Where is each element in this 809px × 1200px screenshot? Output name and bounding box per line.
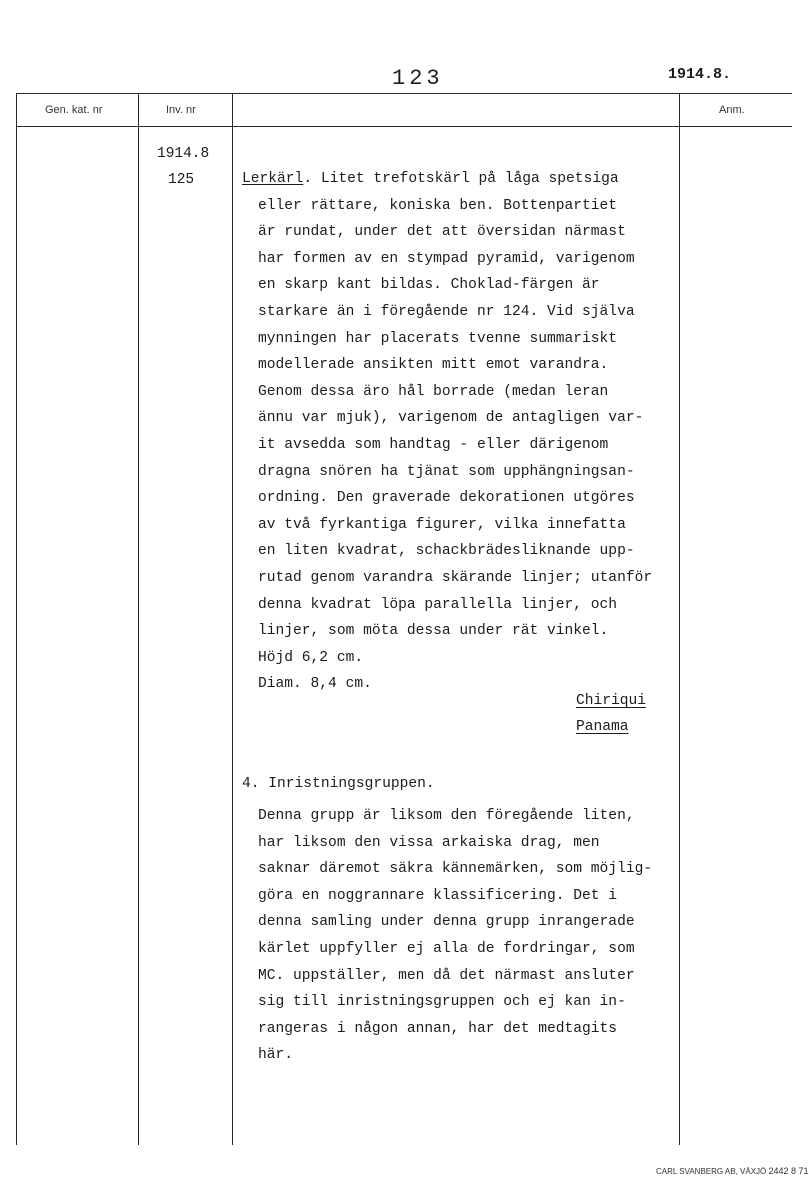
entry-title-word: Lerkärl: [242, 171, 304, 187]
section-heading: 4. Inristningsgruppen.: [242, 776, 435, 792]
left-border: [16, 93, 17, 1145]
entry-line: har formen av en stympad pyramid, varigenom: [258, 250, 635, 267]
section-line: MC. uppställer, men då det närmast ansluter: [258, 967, 635, 984]
inv-column-divider: [232, 93, 233, 1145]
entry-inv-number: 125: [168, 172, 195, 188]
gen-kat-column-divider: [138, 93, 139, 1145]
column-header-inv-nr: Inv. nr: [166, 104, 196, 116]
entry-line: en liten kvadrat, schackbrädesliknande upp-: [258, 543, 635, 560]
entry-line: it avsedda som handtag - eller därigenom: [258, 437, 609, 453]
entry-line: ännu var mjuk), varigenom de antagligen var-: [258, 410, 644, 427]
entry-line: mynningen har placerats tvenne summariskt: [258, 330, 618, 347]
section-line: rangeras i någon annan, har det medtagits: [258, 1020, 618, 1037]
page-number: 123: [392, 66, 444, 91]
entry-line: en skarp kant bildas. Choklad-färgen är: [258, 277, 600, 294]
section-line: här.: [258, 1047, 294, 1064]
printer-footer: [656, 1166, 809, 1176]
entry-accession: 1914.8: [157, 146, 210, 162]
entry-line: av två fyrkantiga figurer, vilka innefatta: [258, 516, 626, 533]
section-line: denna samling under denna grupp inrangerade: [258, 914, 635, 931]
entry-line: rutad genom varandra skärande linjer; utanför: [258, 570, 653, 586]
printer-name: CARL SVANBERG AB, VÄXJÖ: [656, 1167, 767, 1176]
entry-line: starkare än i föregående nr 124. Vid själva: [258, 304, 635, 320]
entry-line: eller rättare, koniska ben. Bottenpartiet: [258, 197, 618, 214]
column-header-gen-kat-nr: Gen. kat. nr: [45, 104, 103, 116]
section-line: sig till inristningsgruppen och ej kan in-: [258, 994, 626, 1011]
section-line: har liksom den vissa arkaiska drag, men: [258, 834, 600, 851]
section-line: kärlet uppfyller ej alla de fordringar, som: [258, 941, 635, 957]
entry-line: Diam. 8,4 cm.: [258, 676, 372, 693]
section-line: göra en noggrannare klassificering. Det i: [258, 887, 618, 904]
entry-place: Chiriqui: [576, 693, 647, 709]
entry-first-line-rest: . Litet trefotskärl på låga spetsiga: [303, 171, 619, 187]
entry-line: Genom dessa äro hål borrade (medan leran: [258, 383, 609, 400]
section-line: saknar däremot säkra kännemärken, som möjlig-: [258, 861, 653, 878]
entry-line: denna kvadrat löpa parallella linjer, och: [258, 596, 618, 613]
entry-line: är rundat, under det att översidan närmast: [258, 224, 626, 241]
accession-number-header: 1914.8.: [668, 66, 732, 83]
entry-first-line: [242, 166, 619, 193]
anm-column-divider: [679, 93, 680, 1145]
entry-line: ordning. Den graverade dekorationen utgöres: [258, 490, 635, 507]
entry-line: linjer, som möta dessa under rät vinkel.: [258, 623, 609, 640]
header-top-rule: [16, 93, 792, 94]
entry-line: modellerade ansikten mitt emot varandra.: [258, 357, 609, 374]
section-line: Denna grupp är liksom den föregående liten,: [258, 808, 635, 824]
header-bottom-rule: [16, 126, 792, 127]
column-header-anm: Anm.: [719, 104, 745, 116]
entry-country: Panama: [576, 719, 629, 735]
entry-line: dragna snören ha tjänat som upphängningsan-: [258, 463, 635, 480]
entry-line: Höjd 6,2 cm.: [258, 649, 364, 666]
form-number: 2442 8 71: [768, 1166, 809, 1176]
